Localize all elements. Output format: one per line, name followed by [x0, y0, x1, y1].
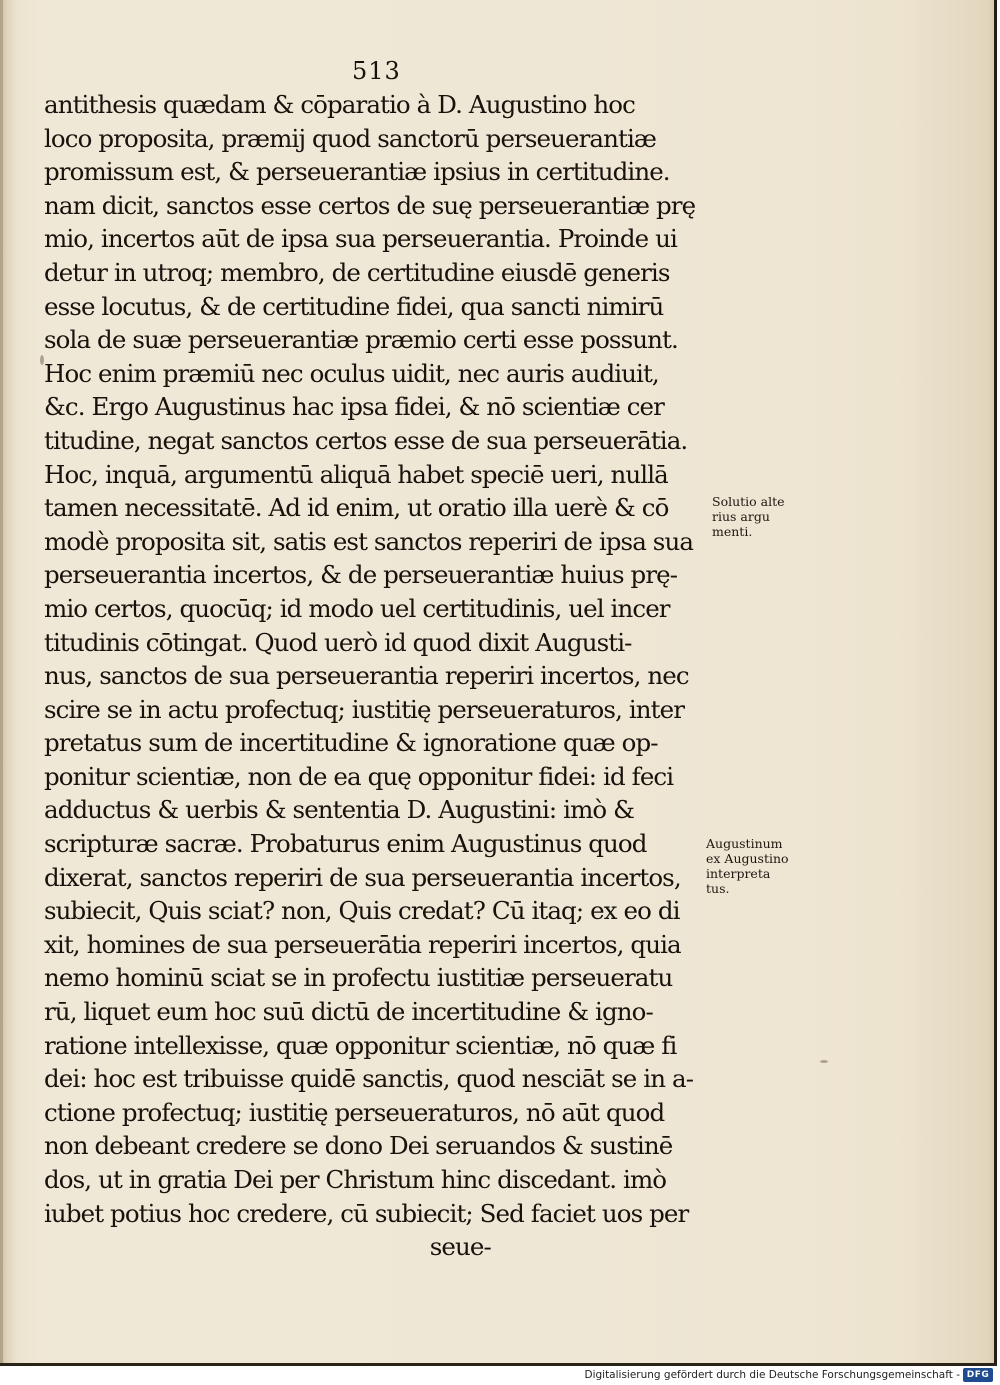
funding-credit: Digitalisierung gefördert durch die Deutsche Forschungsgemeinschaft -	[584, 1369, 960, 1381]
paper-speck	[40, 355, 44, 365]
text-line: titudine, negat sanctos certos esse de sua perseuerātia.	[44, 425, 688, 455]
text-line: mio certos, quocūq; id modo uel certitudinis, uel incer	[44, 593, 670, 623]
text-line: iubet potius hoc credere, cū subiecit; Sed faciet uos per	[44, 1198, 689, 1228]
paper-speck	[820, 1060, 828, 1063]
page-number: 513	[352, 57, 401, 85]
margin-note-line: ex Augustino	[706, 851, 789, 866]
text-line: pretatus sum de incertitudine & ignoratione quæ op-	[44, 728, 658, 758]
text-line: dixerat, sanctos reperiri de sua perseuerantia incertos,	[44, 862, 681, 892]
text-line: tamen necessitatē. Ad id enim, ut oratio illa uerè & cō	[44, 493, 669, 523]
margin-note-augustinum	[706, 836, 789, 896]
text-line: ponitur scientiæ, non de ea quę opponitur fidei: id feci	[44, 761, 674, 791]
margin-note-line: Augustinum	[706, 836, 783, 851]
text-line: loco proposita, præmij quod sanctorū perseuerantiæ	[44, 123, 657, 153]
text-line: rū, liquet eum hoc suū dictū de incertitudine & igno-	[44, 997, 653, 1027]
text-line: antithesis quædam & cōparatio à D. Augustino hoc	[44, 90, 635, 119]
text-line: mio, incertos aūt de ipsa sua perseuerantia. Proinde ui	[44, 224, 677, 254]
text-line: modè proposita sit, satis est sanctos reperiri de ipsa sua	[44, 526, 694, 556]
text-line: &c. Ergo Augustinus hac ipsa fidei, & nō scientiæ cer	[44, 392, 664, 422]
text-line: sola de suæ perseuerantiæ præmio certi esse possunt.	[44, 325, 678, 355]
margin-note-line: interpreta	[706, 866, 771, 881]
text-line: scire se in actu profectuq; iustitię perseueraturos, inter	[44, 694, 685, 724]
text-line: promissum est, & perseuerantiæ ipsius in certitudine.	[44, 157, 670, 187]
text-line: dos, ut in gratia Dei per Christum hinc discedant. imò	[44, 1165, 667, 1194]
margin-note-line: menti.	[712, 524, 753, 539]
text-line: ctione profectuq; iustitię perseueraturos, nō aūt quod	[44, 1097, 665, 1127]
text-line: titudinis cōtingat. Quod uerò id quod dixit Augusti-	[44, 627, 632, 657]
text-line: ratione intellexisse, quæ opponitur scientiæ, nō quæ fi	[44, 1030, 677, 1060]
margin-note-line: tus.	[706, 881, 730, 896]
text-line: subiecit, Quis sciat? non, Quis credat? Cū itaq; ex eo di	[44, 896, 680, 926]
text-line: adductus & uerbis & sententia D. Augustini: imò &	[44, 795, 635, 825]
text-line: nemo hominū sciat se in profectu iustitiæ perseueratu	[44, 963, 673, 993]
text-line: scripturæ sacræ. Probaturus enim Augustinus quod	[44, 829, 647, 859]
text-line: Hoc enim præmiū nec oculus uidit, nec auris audiuit,	[44, 358, 659, 388]
margin-note-line: rius argu	[712, 509, 770, 524]
text-line: nam dicit, sanctos esse certos de suę perseuerantiæ prę	[44, 190, 696, 220]
body-text	[44, 88, 708, 1264]
margin-note-line: Solutio alte	[712, 494, 785, 509]
text-line: dei: hoc est tribuisse quidē sanctis, quod nesciāt se in a-	[44, 1064, 694, 1094]
text-line: perseuerantia incertos, & de perseuerantiæ huius prę-	[44, 560, 678, 590]
text-line: nus, sanctos de sua perseuerantia reperiri incertos, nec	[44, 661, 689, 691]
text-line: detur in utroq; membro, de certitudine eiusdē generis	[44, 257, 670, 287]
catchword: seue-	[44, 1232, 491, 1262]
dfg-logo: DFG	[963, 1368, 993, 1382]
text-line: Hoc, inquā, argumentū aliquā habet speciē ueri, nullā	[44, 459, 668, 489]
text-line: esse locutus, & de certitudine fidei, qua sancti nimirū	[44, 291, 664, 321]
page-edge	[994, 0, 997, 1365]
text-line: non debeant credere se dono Dei seruandos & sustinē	[44, 1131, 673, 1161]
text-line: xit, homines de sua perseuerātia reperiri incertos, quia	[44, 929, 681, 959]
margin-note-solutio	[712, 494, 785, 539]
